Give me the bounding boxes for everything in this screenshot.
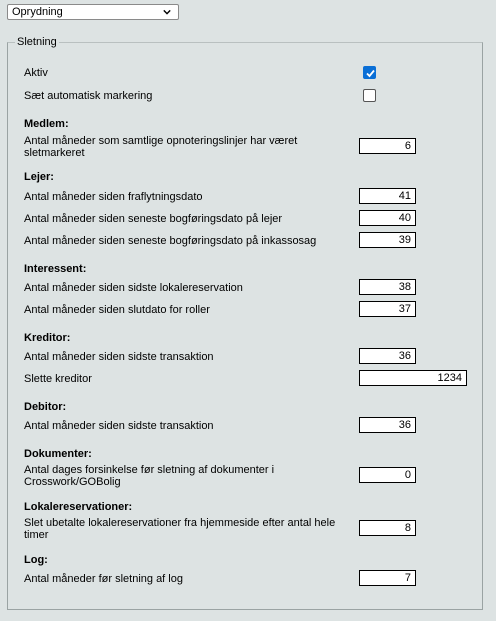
- log-months-label: Antal måneder før sletning af log: [24, 573, 183, 585]
- lokale-hours-input[interactable]: 8: [359, 520, 416, 536]
- lejer-collection-input[interactable]: 39: [359, 232, 416, 248]
- kreditor-delete-label: Slette kreditor: [24, 373, 92, 385]
- section-dokumenter-title: Dokumenter:: [24, 448, 92, 460]
- section-lejer-title: Lejer:: [24, 171, 54, 183]
- dropdown-selected-value: Oprydning: [12, 6, 63, 18]
- medlem-months-input[interactable]: 6: [359, 138, 416, 154]
- chevron-down-icon: [163, 8, 171, 16]
- lejer-posting-input[interactable]: 40: [359, 210, 416, 226]
- section-kreditor-title: Kreditor:: [24, 332, 71, 344]
- aktiv-label: Aktiv: [24, 67, 48, 79]
- checkmark-icon: [365, 68, 376, 79]
- lokale-hours-label: Slet ubetalte lokalereservationer fra hjemmeside efter antal hele timer: [24, 517, 336, 541]
- dokumenter-delay-label: Antal dages forsinkelse før sletning af dokumenter i Crosswork/GOBolig: [24, 464, 275, 488]
- interessent-roles-label: Antal måneder siden slutdato for roller: [24, 304, 210, 316]
- dokumenter-delay-input[interactable]: 0: [359, 467, 416, 483]
- section-debitor-title: Debitor:: [24, 401, 67, 413]
- lejer-collection-label: Antal måneder siden seneste bogføringsdato på inkassosag: [24, 235, 317, 247]
- interessent-reservation-input[interactable]: 38: [359, 279, 416, 295]
- kreditor-delete-input[interactable]: 1234: [359, 370, 467, 386]
- lejer-moveout-label: Antal måneder siden fraflytningsdato: [24, 191, 203, 203]
- kreditor-transaction-input[interactable]: 36: [359, 348, 416, 364]
- aktiv-checkbox[interactable]: [363, 66, 376, 79]
- kreditor-transaction-label: Antal måneder siden sidste transaktion: [24, 351, 214, 363]
- auto-mark-label: Sæt automatisk markering: [24, 90, 153, 102]
- auto-mark-checkbox[interactable]: [363, 89, 376, 102]
- lejer-posting-label: Antal måneder siden seneste bogføringsdato på lejer: [24, 213, 283, 225]
- section-lokale-title: Lokalereservationer:: [24, 501, 133, 513]
- cleanup-type-dropdown[interactable]: [7, 4, 179, 20]
- debitor-transaction-input[interactable]: 36: [359, 417, 416, 433]
- section-log-title: Log:: [24, 554, 48, 566]
- section-interessent-title: Interessent:: [24, 263, 87, 275]
- lejer-moveout-input[interactable]: 41: [359, 188, 416, 204]
- interessent-reservation-label: Antal måneder siden sidste lokalereservation: [24, 282, 243, 294]
- debitor-transaction-label: Antal måneder siden sidste transaktion: [24, 420, 214, 432]
- interessent-roles-input[interactable]: 37: [359, 301, 416, 317]
- section-medlem-title: Medlem:: [24, 118, 69, 130]
- medlem-months-label: Antal måneder som samtlige opnoteringslinjer har været sletmarkeret: [24, 135, 298, 159]
- fieldset-legend: Sletning: [17, 36, 57, 48]
- log-months-input[interactable]: 7: [359, 570, 416, 586]
